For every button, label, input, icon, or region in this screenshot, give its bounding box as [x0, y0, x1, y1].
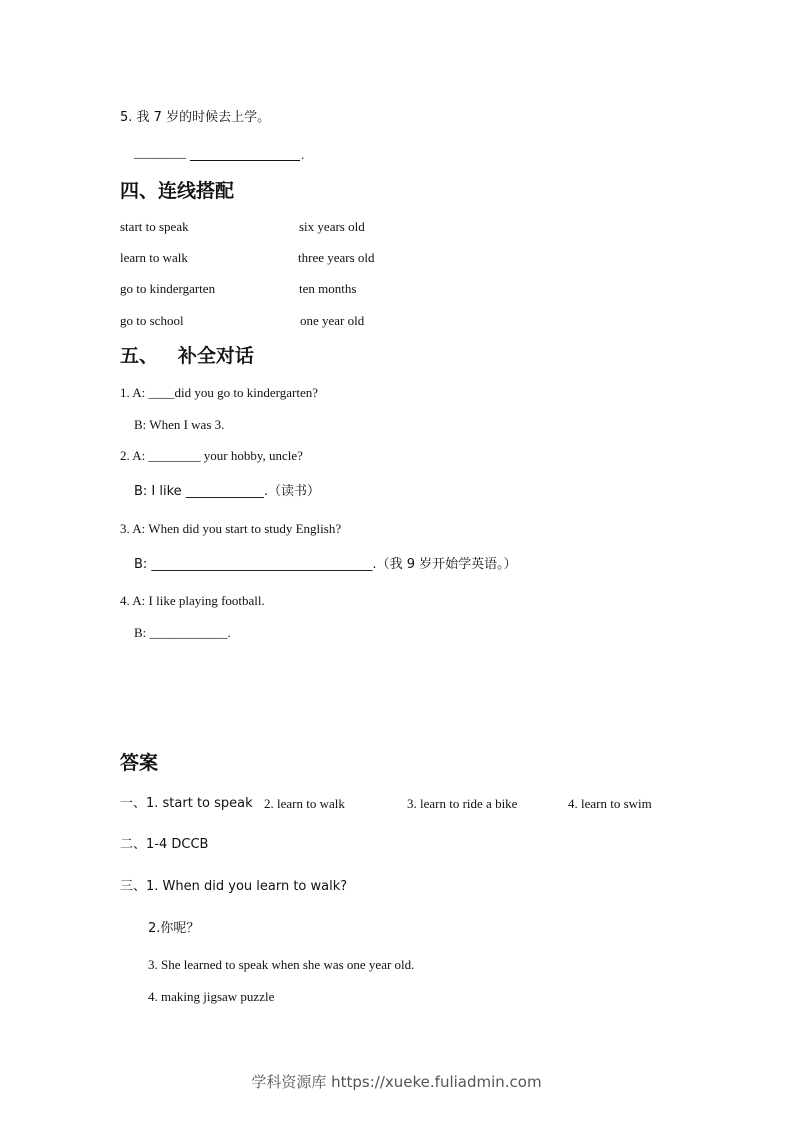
answer-row3: 三、1. When did you learn to walk?	[120, 879, 348, 894]
answers-title: 答案	[120, 752, 159, 774]
match-right-4: one year old	[300, 313, 365, 328]
dialog-2-a: 2. A: ________ your hobby, uncle?	[120, 448, 303, 463]
footer-watermark: 学科资源库 https://xueke.fuliadmin.com	[251, 1073, 542, 1091]
answer-row1-1: 一、1. start to speak	[120, 796, 253, 811]
answer-row1-4: 4. learn to swim	[568, 796, 652, 811]
dialog-2-b: B: I like ____________.（读书）	[134, 484, 320, 499]
section-5-title: 五、 补全对话	[120, 345, 254, 367]
match-left-4: go to school	[120, 313, 184, 328]
match-right-1: six years old	[299, 219, 365, 234]
match-right-3: ten months	[299, 281, 357, 296]
answer-line	[190, 160, 300, 161]
dialog-1-a: 1. A: ____did you go to kindergarten?	[120, 385, 318, 400]
match-left-1: start to speak	[120, 219, 189, 234]
dialog-1-b: B: When I was 3.	[134, 417, 225, 432]
match-left-2: learn to walk	[120, 250, 188, 265]
dialog-4-b: B: ____________.	[134, 625, 231, 640]
dialog-3-a: 3. A: When did you start to study English?	[120, 521, 342, 536]
answer-row2: 二、1-4 DCCB	[120, 837, 209, 852]
answer-blank-short: ________	[134, 145, 186, 160]
answer-row1-3: 3. learn to ride a bike	[407, 796, 518, 811]
answer-period: .	[301, 147, 305, 162]
match-left-3: go to kindergarten	[120, 281, 216, 296]
answer-row3-2: 2.你呢？	[148, 921, 200, 936]
dialog-3-b: B: __________________________________.（我 9 岁开始学英语。）	[134, 557, 517, 572]
question-5: 5. 我 7 岁的时候去上学。	[120, 110, 271, 125]
section-4-title: 四、连线搭配	[120, 180, 235, 202]
match-right-2: three years old	[298, 250, 375, 265]
answer-row1-2: 2. learn to walk	[264, 796, 345, 811]
answer-row3-3: 3. She learned to speak when she was one year old.	[148, 957, 415, 972]
dialog-4-a: 4. A: I like playing football.	[120, 593, 265, 608]
answer-row3-4: 4. making jigsaw puzzle	[148, 989, 275, 1004]
